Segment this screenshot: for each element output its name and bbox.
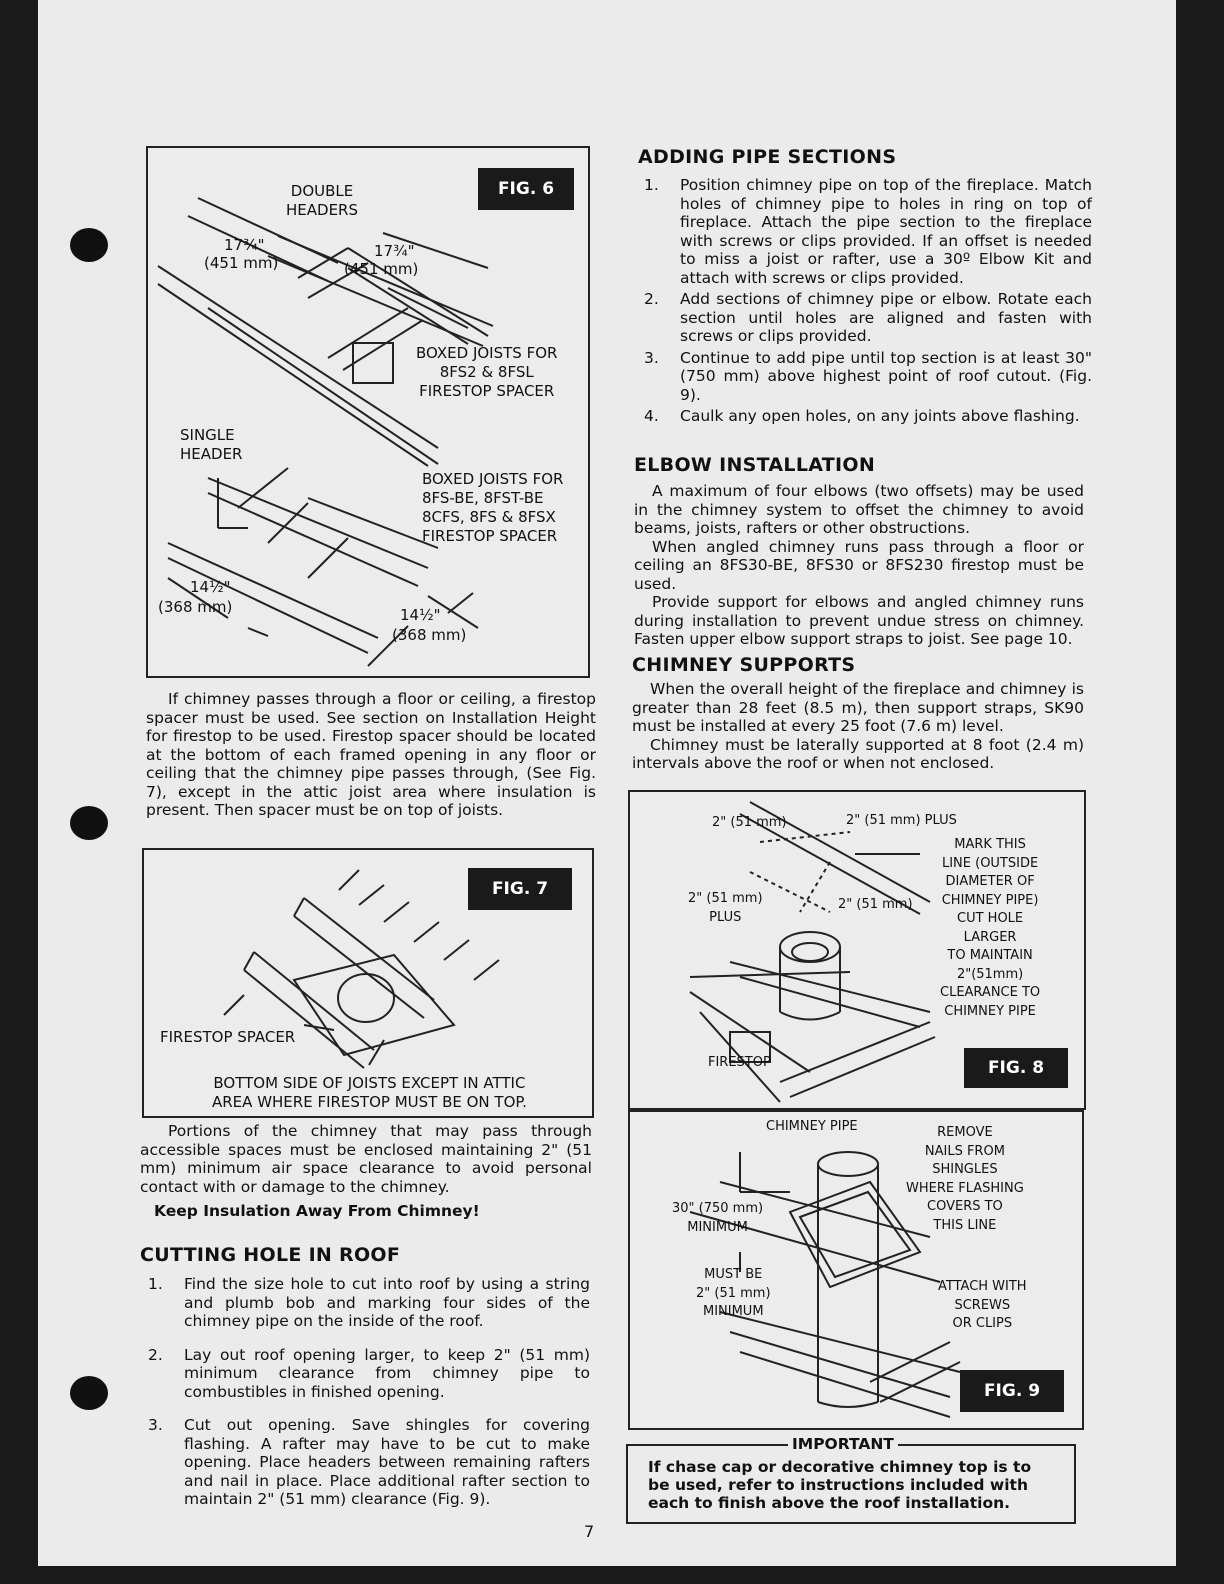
fig9-thirty-min-label: 30" (750 mm) MINIMUM [672, 1201, 764, 1235]
dim-bottom-left-inches: 14½" [190, 578, 231, 596]
step-number: 4. [644, 407, 659, 425]
adding-pipe-title: ADDING PIPE SECTIONS [638, 146, 897, 168]
single-header-label: SINGLE HEADER [180, 426, 243, 463]
step-text: Continue to add pipe until top section is at least 30" (750 mm) above highest point of roof cutout. (Fig. 9). [680, 348, 1092, 404]
firestop-paragraph [146, 690, 596, 820]
step-number: 2. [644, 290, 659, 308]
important-text: If chase cap or decorative chimney top is to be used, refer to instructions included with each to finish above the roof installation. [648, 1458, 1032, 1512]
dim-bottom-left-mm: (368 mm) [158, 598, 233, 616]
dim-left-inches: 17¾" [224, 236, 265, 254]
step-text: Find the size hole to cut into roof by using a string and plumb bob and marking four sides of the chimney pipe on the inside of the roof. [184, 1275, 590, 1330]
important-title: IMPORTANT [788, 1435, 898, 1453]
adding-pipe-steps [636, 176, 1092, 426]
manual-page [38, 0, 1176, 1566]
adding-step-2 [636, 290, 1092, 346]
fig8-firestop-label: FIRESTOP [708, 1055, 771, 1070]
dim-bottom-right-inches: 14½" [400, 606, 441, 624]
elbow-para-3: Provide support for elbows and angled chimney runs during installation to prevent undue stress on chimney. Fasten upper elbow support straps to joist. See page 10. [634, 593, 1084, 648]
boxed-joists-bottom-label: BOXED JOISTS FOR 8FS-BE, 8FST-BE 8CFS, 8FS & 8FSX FIRESTOP SPACER [422, 470, 564, 545]
figure-7 [142, 848, 594, 1118]
binder-hole-top [70, 228, 108, 262]
fig9-attach-label: ATTACH WITH SCREWS OR CLIPS [938, 1279, 1027, 1331]
adding-step-1 [636, 176, 1092, 287]
chimney-supports-text [632, 680, 1084, 773]
supports-para-2: Chimney must be laterally supported at 8 foot (2.4 m) intervals above the roof or when not enclosed. [632, 735, 1084, 772]
fig8-top-left-dim: 2" (51 mm) [712, 815, 787, 830]
step-text: Cut out opening. Save shingles for covering flashing. A rafter may have to be cut to make opening. Place headers between remaining rafters and nail in place. Place additional rafter section to maintain 2" (51 mm) clearance (Fig. 9). [184, 1416, 590, 1508]
firestop-spacer-label: FIRESTOP SPACER [160, 1028, 296, 1046]
fig8-mid-dim: 2" (51 mm) [838, 897, 913, 912]
elbow-installation-title: ELBOW INSTALLATION [634, 454, 876, 476]
cutting-hole-title: CUTTING HOLE IN ROOF [140, 1244, 401, 1266]
step-text: Caulk any open holes, on any joints above flashing. [680, 407, 1080, 425]
boxed-joists-top-label: BOXED JOISTS FOR 8FS2 & 8FSL FIRESTOP SPACER [416, 344, 558, 400]
keep-insulation-note: Keep Insulation Away From Chimney! [154, 1202, 480, 1220]
firestop-paragraph-text: If chimney passes through a floor or ceiling, a firestop spacer must be used. See section on Installation Height for firestop to be used. Firestop spacer should be located at the bottom of each framed opening in any floor or ceiling that the chimney pipe passes through, (See Fig. 7), except in the attic joist area where insulation is present. Then spacer must be on top of joists. [146, 690, 596, 819]
elbow-installation-text [634, 482, 1084, 649]
step-text: Position chimney pipe on top of the fireplace. Match holes of chimney pipe to holes in ring on top of fireplace. Attach the pipe section to the fireplace with screws or clips provided. If an offset is needed to miss a joist or rafter, use a 30º Elbow Kit and attach with screws or clips provided. [680, 176, 1092, 287]
chimney-supports-title: CHIMNEY SUPPORTS [632, 654, 856, 676]
fig8-top-right-dim: 2" (51 mm) PLUS [846, 813, 957, 828]
figure-8-tag: FIG. 8 [964, 1048, 1068, 1088]
fig8-left-dim: 2" (51 mm) PLUS [688, 891, 763, 925]
binder-hole-bottom [70, 1376, 108, 1410]
step-number: 1. [644, 176, 659, 194]
bottom-side-label: BOTTOM SIDE OF JOISTS EXCEPT IN ATTIC AREA WHERE FIRESTOP MUST BE ON TOP. [212, 1074, 527, 1111]
supports-para-1: When the overall height of the fireplace and chimney is greater than 28 feet (8.5 m), then support straps, SK90 must be installed at every 25 foot (7.6 m) level. [632, 680, 1084, 735]
figure-7-tag: FIG. 7 [468, 868, 572, 910]
portions-paragraph [140, 1122, 592, 1196]
adding-step-4 [636, 407, 1092, 426]
cutting-step-1 [140, 1275, 590, 1331]
cutting-step-3 [140, 1416, 590, 1509]
portions-paragraph-text: Portions of the chimney that may pass through accessible spaces must be enclosed maintaining 2" (51 mm) minimum air space clearance to avoid personal contact with or damage to the chimney. [140, 1122, 592, 1196]
fig9-chimney-pipe-label: CHIMNEY PIPE [766, 1119, 858, 1134]
fig9-must-be-label: MUST BE 2" (51 mm) MINIMUM [696, 1267, 771, 1319]
binder-hole-middle [70, 806, 108, 840]
fig9-remove-nails-label: REMOVE NAILS FROM SHINGLES WHERE FLASHING COVERS TO THIS LINE [906, 1125, 1024, 1233]
figure-6 [146, 146, 590, 678]
dim-bottom-right-mm: (368 mm) [392, 626, 467, 644]
cutting-step-2 [140, 1346, 590, 1402]
figure-9-tag: FIG. 9 [960, 1370, 1064, 1412]
double-headers-label: DOUBLE HEADERS [286, 182, 358, 219]
step-number: 3. [148, 1416, 163, 1434]
step-text: Lay out roof opening larger, to keep 2" (51 mm) minimum clearance from chimney pipe to combustibles in finished opening. [184, 1345, 590, 1401]
figure-8 [628, 790, 1086, 1110]
dim-right-mm: (451 mm) [344, 260, 419, 278]
dim-right-inches: 17¾" [374, 242, 415, 260]
figure-6-tag: FIG. 6 [478, 168, 574, 210]
important-box [626, 1435, 1076, 1524]
step-number: 3. [644, 348, 659, 367]
step-number: 2. [148, 1345, 163, 1364]
elbow-para-1: A maximum of four elbows (two offsets) may be used in the chimney system to offset the chimney to avoid beams, joists, rafters or other obstructions. [634, 482, 1084, 537]
page-number: 7 [584, 1522, 595, 1541]
cutting-hole-steps [140, 1275, 590, 1509]
step-number: 1. [148, 1275, 163, 1293]
figure-9 [628, 1110, 1084, 1430]
fig8-note: MARK THIS LINE (OUTSIDE DIAMETER OF CHIMNEY PIPE) CUT HOLE LARGER TO MAINTAIN 2"(51mm) CLEARANCE TO CHIMNEY PIPE [940, 837, 1041, 1019]
adding-step-3 [636, 349, 1092, 405]
dim-left-mm: (451 mm) [204, 254, 279, 272]
elbow-para-2: When angled chimney runs pass through a floor or ceiling an 8FS30-BE, 8FS30 or 8FS230 firestop must be used. [634, 537, 1084, 593]
step-text: Add sections of chimney pipe or elbow. Rotate each section until holes are aligned and fasten with screws or clips provided. [680, 290, 1092, 345]
